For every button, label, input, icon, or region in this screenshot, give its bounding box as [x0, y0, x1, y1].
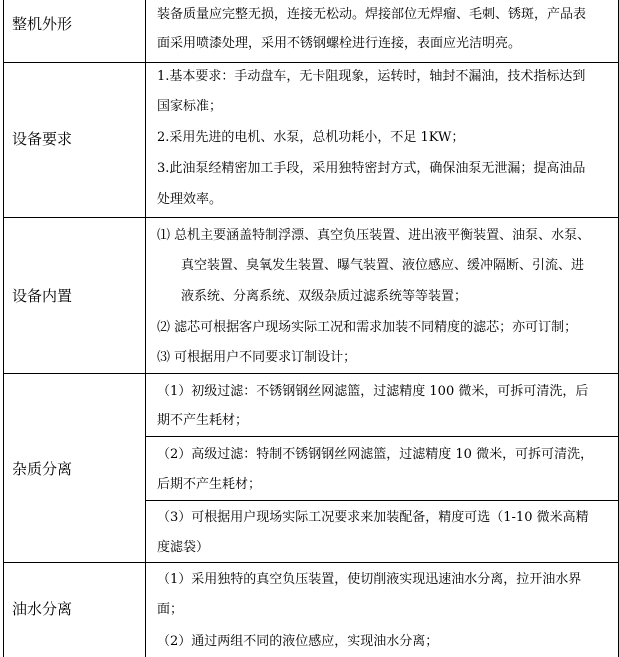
cell-text: 液系统、分离系统、双级杂质过滤系统等等装置；	[181, 289, 468, 304]
cell-text: ⑴ 总机主要涵盖特制浮漂、真空负压装置、进出液平衡装置、油泵、水泵、	[157, 228, 591, 243]
row-divider	[3, 373, 619, 374]
cell-text: 面采用喷漆处理，采用不锈钢螺栓进行连接，表面应光洁明亮。	[157, 36, 522, 51]
cell-text: 度滤袋）	[157, 540, 210, 555]
row-label: 设备要求	[12, 130, 73, 148]
cell-text: （2）通过两组不同的液位感应，实现油水分离；	[157, 634, 439, 649]
cell-text: 装备质量应完整无损，连接无松动。焊接部位无焊瘤、毛刺、锈斑，产品表	[157, 7, 587, 22]
cell-text: 1.基本要求：手动盘车，无卡阻现象，运转时，轴封不漏油，技术指标达到	[157, 69, 586, 84]
cell-text: 国家标准；	[157, 99, 223, 114]
cell-text: 后期不产生耗材；	[157, 477, 262, 492]
cell-text: （2）高级过滤：特制不锈钢钢丝网滤篮，过滤精度 10 微米，可拆可清洗，	[157, 447, 594, 462]
cell-text: ⑶ 可根据用户不同要求订制设计；	[157, 350, 357, 365]
row-label: 油水分离	[12, 600, 73, 618]
cell-text: 处理效率。	[157, 192, 223, 207]
row-label: 整机外形	[12, 15, 73, 33]
row-divider	[3, 562, 619, 563]
sub-row-divider	[145, 436, 619, 437]
cell-text: （1）初级过滤：不锈钢钢丝网滤篮，过滤精度 100 微米，可拆可清洗，后	[157, 384, 589, 399]
row-label: 杂质分离	[12, 460, 73, 478]
cell-text: 3.此油泵经精密加工手段，采用独特密封方式，确保油泵无泄漏；提高油品	[157, 161, 586, 176]
sub-row-divider	[145, 500, 619, 501]
cell-text: 真空装置、臭氧发生装置、曝气装置、液位感应、缓冲隔断、引流、进	[181, 258, 585, 273]
column-divider	[3, 0, 4, 657]
cell-text: ⑵ 滤芯可根据客户现场实际工况和需求加装不同精度的滤芯；亦可订制；	[157, 320, 578, 335]
column-divider	[145, 0, 146, 657]
cell-text: 面；	[157, 602, 184, 617]
cell-text: 2.采用先进的电机、水泵，总机功耗小，不足 1KW；	[157, 130, 465, 145]
row-label: 设备内置	[12, 287, 73, 305]
cell-text: 期不产生耗材；	[157, 413, 249, 428]
row-divider	[3, 217, 619, 218]
cell-text: （1）采用独特的真空负压装置，使切削液实现迅速油水分离，拉开油水界	[157, 572, 582, 587]
cell-text: （3）可根据用户现场实际工况要求来加装配备，精度可选（1-10 微米高精	[157, 510, 589, 525]
row-divider	[3, 62, 619, 63]
